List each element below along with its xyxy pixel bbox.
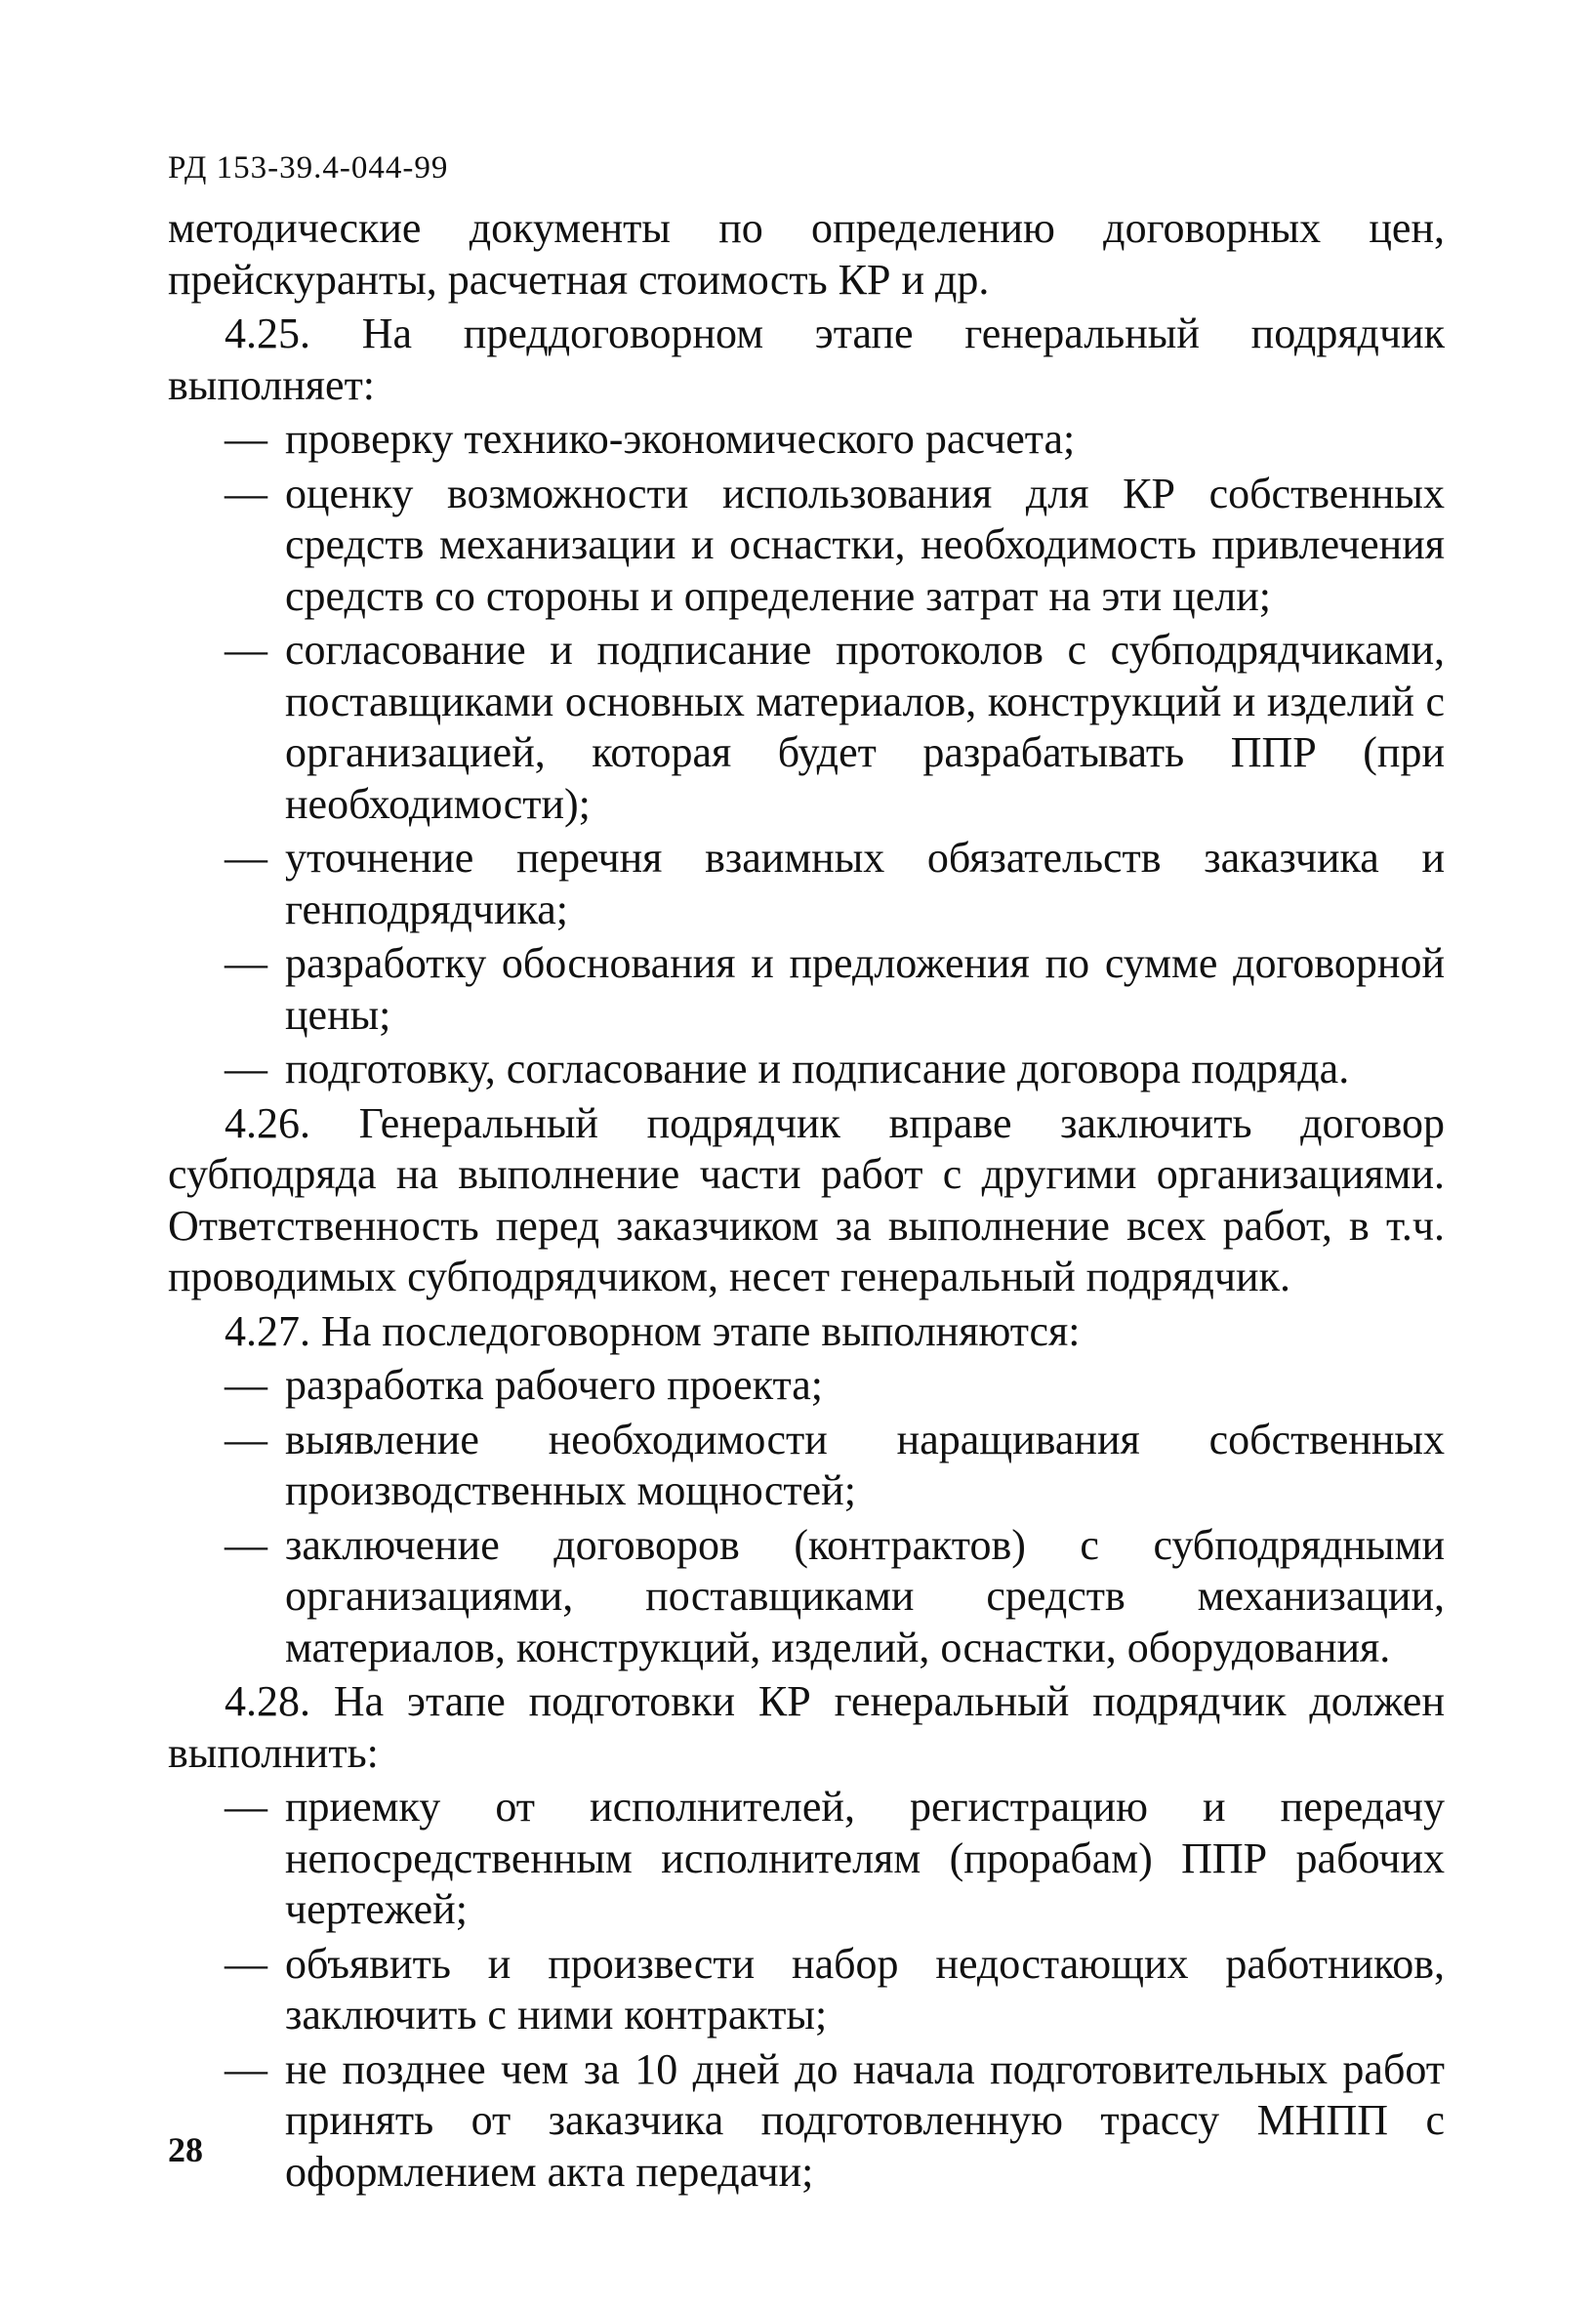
list-item-text: разработка рабочего проекта;: [285, 1361, 824, 1409]
list-4-27: [168, 1360, 1445, 1673]
list-item: [168, 1782, 1445, 1936]
list-item-text: выявление необходимости наращивания собственных производственных мощностей;: [285, 1415, 1445, 1514]
list-item: [168, 1520, 1445, 1674]
paragraph-4-25: 4.25. На преддоговорном этапе генеральный подрядчик выполняет:: [168, 309, 1445, 409]
page-number: 28: [168, 2130, 203, 2169]
list-item-text: подготовку, согласование и подписание договора подряда.: [285, 1045, 1350, 1092]
dash-bullet: —: [225, 2044, 267, 2093]
list-item-text: заключение договоров (контрактов) с субподрядными организациями, поставщиками средств механизации, материалов, конструкций, изделий, оснастки, оборудования.: [285, 1520, 1445, 1671]
list-item: [168, 2044, 1445, 2199]
list-item: [168, 414, 1445, 466]
list-item-text: оценку возможности использования для КР собственных средств механизации и оснастки, необходимость привлечения средств со стороны и определение затрат на эти цели;: [285, 469, 1445, 620]
dash-bullet: —: [225, 939, 267, 987]
document-code-header: РД 153-39.4-044-99: [168, 150, 449, 185]
list-4-28: [168, 1782, 1445, 2198]
paragraph-4-27: 4.27. На последоговорном этапе выполняются:: [225, 1306, 1081, 1355]
list-item-text: разработку обоснования и предложения по сумме договорной цены;: [285, 939, 1445, 1039]
dash-bullet: —: [225, 626, 267, 674]
list-item-text: проверку технико-экономического расчета;: [285, 415, 1076, 463]
list-item: [168, 1415, 1445, 1517]
list-item: [168, 1939, 1445, 2041]
dash-bullet: —: [225, 1415, 267, 1463]
dash-bullet: —: [225, 1520, 267, 1569]
dash-bullet: —: [225, 469, 267, 517]
dash-bullet: —: [225, 1361, 267, 1409]
list-item: [168, 1044, 1445, 1095]
list-item: [168, 833, 1445, 935]
list-item: [168, 1360, 1445, 1412]
list-item-text: объявить и произвести набор недостающих работников, заключить с ними контракты;: [285, 1939, 1445, 2038]
dash-bullet: —: [225, 415, 267, 463]
document-body: [168, 203, 1445, 2198]
list-item: [168, 469, 1445, 623]
list-item-text: согласование и подписание протоколов с субподрядчиками, поставщиками основных материалов, конструкций и изделий с организацией, которая будет разрабатывать ППР (при необходимости);: [285, 626, 1445, 828]
dash-bullet: —: [225, 834, 267, 882]
list-item: [168, 938, 1445, 1041]
dash-bullet: —: [225, 1045, 267, 1092]
list-item: [168, 625, 1445, 830]
paragraph-continuation: методические документы по определению договорных цен, прейскуранты, расчетная стоимость КР и др.: [168, 204, 1445, 304]
list-4-25: [168, 414, 1445, 1095]
list-item-text: уточнение перечня взаимных обязательств заказчика и генподрядчика;: [285, 834, 1445, 933]
dash-bullet: —: [225, 1783, 267, 1831]
list-item-text: не позднее чем за 10 дней до начала подготовительных работ принять от заказчика подготовленную трассу МНПП с оформлением акта передачи;: [285, 2044, 1445, 2196]
paragraph-4-28: 4.28. На этапе подготовки КР генеральный подрядчик должен выполнить:: [168, 1677, 1445, 1777]
paragraph-4-26: 4.26. Генеральный подрядчик вправе заключить договор субподряда на выполнение части работ с другими организациями. Ответственность перед заказчиком за выполнение всех работ, в т.ч. проводимых субподрядчиком, несет генеральный подрядчик.: [168, 1098, 1445, 1300]
dash-bullet: —: [225, 1939, 267, 1988]
list-item-text: приемку от исполнителей, регистрацию и передачу непосредственным исполнителям (прорабам) ППР рабочих чертежей;: [285, 1783, 1445, 1933]
